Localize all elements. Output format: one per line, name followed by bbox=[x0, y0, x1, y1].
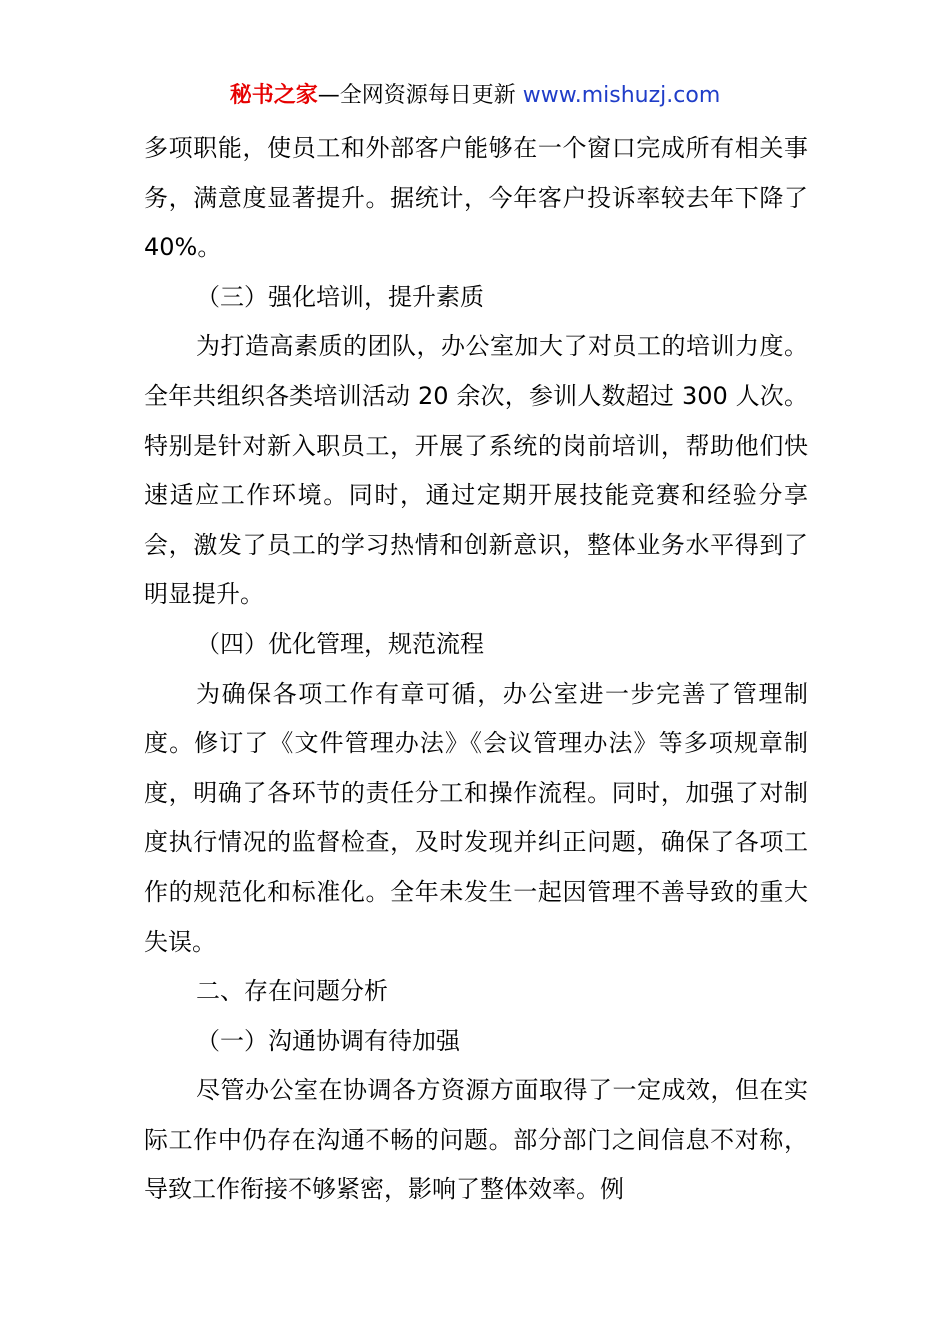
paragraph-management: 为确保各项工作有章可循，办公室进一步完善了管理制度。修订了《文件管理办法》《会议管理办法》等多项规章制度，明确了各环节的责任分工和操作流程。同时，加强了对制度执行情况的监督检查，及时发现并纠正问题，确保了各项工作的规范化和标准化。全年未发生一起因管理不善导致的重大失误。 bbox=[144, 679, 808, 956]
paragraph-continued: 多项职能，使员工和外部客户能够在一个窗口完成所有相关事务，满意度显著提升。据统计，今年客户投诉率较去年下降了 40%。 bbox=[144, 134, 808, 262]
section-heading-three: （三）强化培训，提升素质 bbox=[196, 282, 484, 311]
paragraph-communication: 尽管办公室在协调各方资源方面取得了一定成效，但在实际工作中仍存在沟通不畅的问题。部分部门之间信息不对称，导致工作衔接不够紧密，影响了整体效率。例 bbox=[144, 1076, 808, 1204]
chapter-heading-problems: 二、存在问题分析 bbox=[196, 977, 388, 1006]
site-url[interactable]: www.mishuzj.com bbox=[522, 83, 721, 108]
section-heading-one: （一）沟通协调有待加强 bbox=[196, 1026, 460, 1055]
section-heading-four: （四）优化管理，规范流程 bbox=[196, 629, 484, 658]
paragraph-training: 为打造高素质的团队，办公室加大了对员工的培训力度。全年共组织各类培训活动 20 余次，参训人数超过 300 人次。特别是针对新入职员工，开展了系统的岗前培训，帮助他们快速适应工作环境。同时，通过定期开展技能竞赛和经验分享会，激发了员工的学习热情和创新意识，整体业务水平得到了明显提升。 bbox=[144, 332, 808, 609]
site-slogan: —全网资源每日更新 bbox=[317, 83, 516, 108]
page-header bbox=[0, 80, 950, 112]
document-body bbox=[144, 124, 808, 1215]
site-brand: 秘书之家 bbox=[229, 83, 318, 108]
